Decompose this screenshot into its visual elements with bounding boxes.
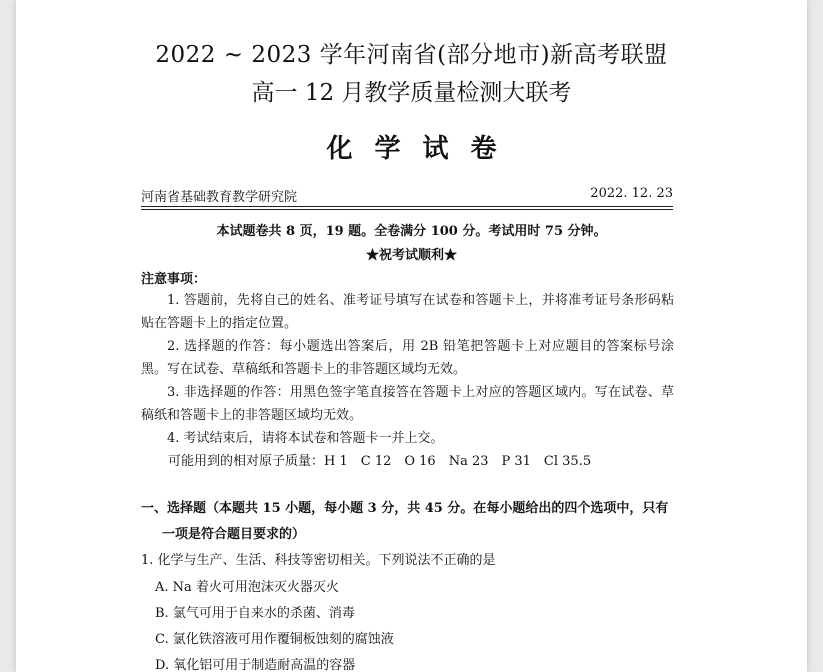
exam-date: 2022. 12. 23 xyxy=(590,186,673,201)
option-d: D. 氧化铝可用于制造耐高温的容器 xyxy=(155,658,356,672)
option-a: A. Na 着火可用泡沫灭火器灭火 xyxy=(155,580,339,595)
notes-list xyxy=(141,289,674,450)
header-rule-bottom xyxy=(141,209,673,210)
exam-title-line2: 高一 12 月教学质量检测大联考 xyxy=(251,80,572,106)
note-item: 4. 考试结束后，请将本试卷和答题卡一并上交。 xyxy=(167,431,444,446)
institute-name: 河南省基础教育教学研究院 xyxy=(141,190,298,205)
exam-summary: 本试题卷共 8 页，19 题。全卷满分 100 分。考试用时 75 分钟。 xyxy=(216,224,607,239)
exam-title-line1: 2022 ~ 2023 学年河南省(部分地市)新高考联盟 xyxy=(155,42,668,68)
subject-title: 化学试卷 xyxy=(326,134,519,164)
option-c: C. 氯化铁溶液可用作覆铜板蚀刻的腐蚀液 xyxy=(155,632,394,647)
atomic-masses: 可能用到的相对原子质量：H 1 C 12 O 16 Na 23 P 31 Cl 35.5 xyxy=(168,454,592,469)
question-stem: 1. 化学与生产、生活、科技等密切相关。下列说法不正确的是 xyxy=(141,553,496,568)
notes-heading: 注意事项： xyxy=(141,272,207,287)
good-luck-line: ★祝考试顺利★ xyxy=(365,248,457,263)
note-item: 1. 答题前，先将自己的姓名、准考证号填写在试卷和答题卡上，并将准考证号条形码粘贴在答题卡上的指定位置。 xyxy=(141,293,674,331)
option-b: B. 氯气可用于自来水的杀菌、消毒 xyxy=(155,606,355,621)
section-heading: 一、选择题（本题共 15 小题，每小题 3 分，共 45 分。在每小题给出的四个选项中，只有一项是符合题目要求的） xyxy=(141,501,669,542)
header-rule-top xyxy=(141,206,673,207)
document-page xyxy=(16,0,807,672)
meta-row xyxy=(141,186,673,205)
note-item: 2. 选择题的作答：每小题选出答案后，用 2B 铅笔把答题卡上对应题目的答案标号涂黑。写在试卷、草稿纸和答题卡上的非答题区域均无效。 xyxy=(141,339,674,377)
note-item: 3. 非选择题的作答：用黑色签字笔直接答在答题卡上对应的答题区域内。写在试卷、草稿纸和答题卡上的非答题区域均无效。 xyxy=(141,385,674,423)
